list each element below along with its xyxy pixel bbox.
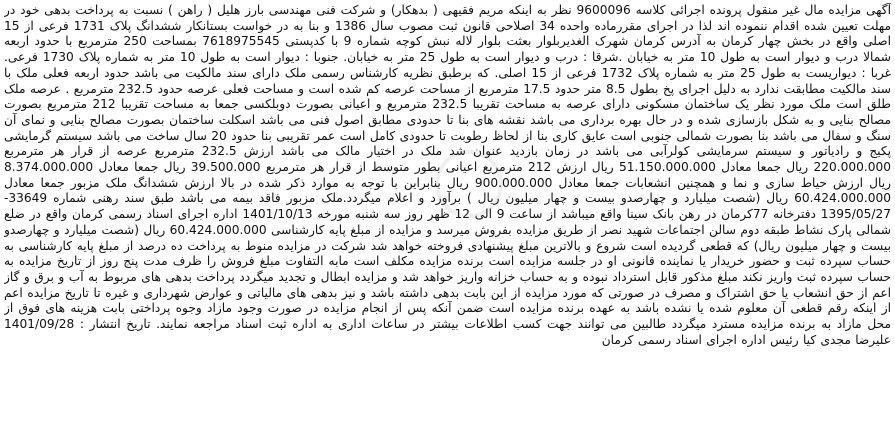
auction-notice-text: آگهی مزایده مال غیر منقول پرونده اجرائی کلاسه 9600096 نظر به اینکه مریم فقیهی ( بدهکار) و شرکت فنی مهندسی بارز هلیل ( راهن ) نسبت به پرداخت بدهی خود در مهلت تعیین شده اقدام ننموده اند لذا در اجرای مقررماده واحده 34 اصلاحی قانون ثبت مصوب سال 1386 و بنا به در خواست بستانکار ششدانگ پلاک 1731 فرعی از 15 اصلی واقع در بخش چهار کرمان به آدرس کرمان شهرک الغدیربلوار بعثت بلوار لاله نبش کوچه شماره 9 با کدپستی 7618975545 بمساحت 250 مترمربع با حدود اربعه شمالا درب و دیوار است به طول 10 متر به خیابان .شرقا : درب و دیوار است به طول 25 متر به خیابان. جنوبا : دیوار است به طول 10 متر به شماره پلاک 1730 فرعی. غربا : دیواریست به طول 25 متر به شماره پلاک 1732 فرعی از 15 اصلی. که برطبق نظریه کارشناس رسمی ملک دارای سند مالکیت می باشد حدود اربعه فعلی ملک با سند مالکیت مطابقت ندارد به دلیل اجرای پخ بطول 8.5 متر حدود 17.5 مترمربع از مساحت عرصه کم شده است و مساحت فعلی عرصه حدود 232.5 مترمربع . عرصه ملک طلق است ملک مورد نظر یک ساختمان مسکونی دارای عرصه به مساحت تقریبا 232.5 مترمربع و اعیانی بصورت دوبلکسی جمعا به مساحت تقریبا 212 مترمربع بصورت مصالح بنایی و به شکل بازسازی شده و در حال بهره برداری می باشد نقشه های بنا تا حدودی مطابق اصول فنی می باشد اسکلت ساختمان بصورت مصالح بنایی و نمای آن سنگ و سفال می باشد بنا بصورت شمالی جنوبی است عایق کاری بنا از لحاظ رطوبت تا حدودی کامل است عمر تقریبی بنا حدود 20 سال ساخت می باشد سیستم گرمایشی پکیج و رادیاتور و سیستم سرمایشی کولرآبی می باشد در زمان بازدید عنوان شد ملک در اختیار مالک می باشد ارزش 232.5 مترمربع عرصه از قرار هر مترمربع 220.000.000 ریال جمعا معادل 51.150.000.000 ریال ارزش 212 مترمربع اعیانی بطور متوسط از قرار هر مترمربع 39.500.000 ریال جمعا معادل 8.374.000.000 ریال ارزش حیاط سازی و نما و همچنین انشعابات جمعا معادل 900.000.000 ریال بنابراین با توجه به موارد ذکر شده در بالا ارزش ششدانگ ملک مزبور جمعا معادل 60.424.000.000 ریال (شصت میلیارد و چهارصدو بیست و چهار میلیون ریال ) برآورد و اعلام میگردد.ملک مزبور فاقد بیمه می باشد طبق سند رهنی شماره 33649- 1395/05/27 دفترخانه 77کرمان در رهن بانک سینا واقع میباشد از ساعت 9 الی 12 ظهر روز سه شنبه مورخه 1401/10/13 اداره اجرای اسناد رسمی کرمان واقع در ضلع شمالی پارک نشاط طبقه دوم سالن اجتماعات شهید نصر از طریق مزایده بفروش میرسد و مزایده از مبلغ پایه کارشناسی 60.424.000.000 ریال (شصت میلیارد و چهارصدو بیست و چهار میلیون ریال) که قطعی گردیده است شروع و بالاترین مبلغ پیشنهادی فروخته خواهد شد شرکت در مزایده منوط به پرداخت ده درصد از مبلغ پایه کارشناسی به حساب سپرده ثبت و حضور خریدار یا نماینده قانونی او در جلسه مزایده است برنده مزایده مکلف است مابه التفاوت مبلغ فروش را ظرف مدت پنج روز از تاریخ مزایده به حساب سپرده ثبت واریز نکند مبلغ مذکور قابل استرداد نبوده و به حساب خزانه واریز خواهد شد و مزایده ابطال و تجدید میگردد پرداخت بدهی های مربوط به آب و برق و گاز اعم از حق انشعاب یا حق اشتراک و مصرف در صورتی که مورد مزایده از این بابت بدهی داشته باشد و نیز بدهی های مالیاتی و عوارض شهرداری و غیره تا تاریخ مزایده اعم از اینکه رقم قطعی آن معلوم شده یا نشده باشد به عهده برنده مزایده است ضمن آنکه پس از انجام مزایده در صورت وجود مازاد وجوه پرداختی بابت هزینه های فوق از محل مازاد به برنده مزایده مسترد میگردد طالبین می توانند جهت کسب اطلاعات بیشتر در ساعات اداری به اداره ثبت اسناد مراجعه نمایند. تاریخ انتشار : 1401/09/28 علیرضا مجدی کیا رئیس اداره اجرای اسناد رسمی کرمان bbox=[4, 3, 891, 347]
